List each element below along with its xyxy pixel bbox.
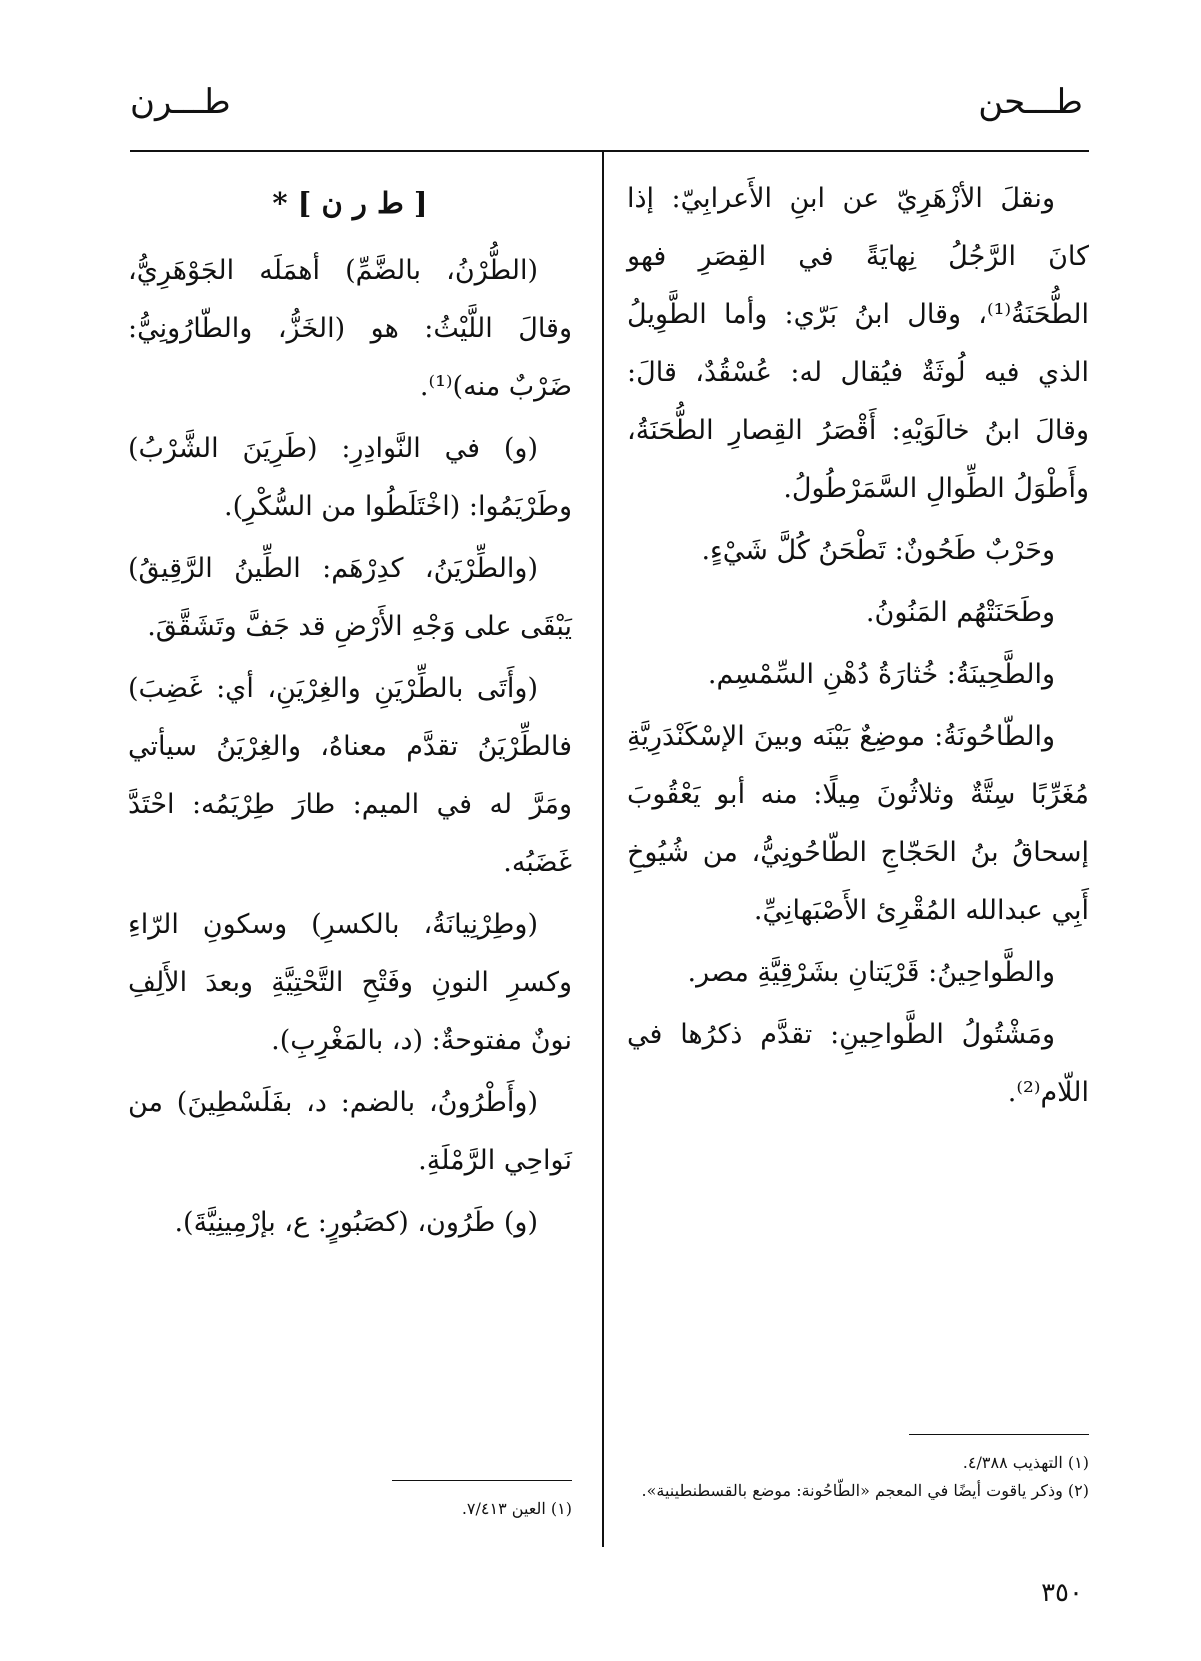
left-footnotes [128,1452,572,1523]
right-paragraph: والطَّواحِينُ: قَرْيَتانِ بشَرْقِيَّةِ مصر. [687,957,1055,988]
right-paragraph: ومَشْتُولُ الطَّواحِينِ: تقدَّم ذكرُها في اللّام⁽²⁾. [627,1019,1089,1108]
footnote: (١) العين ٧/٤١٣. [461,1499,572,1518]
header-rule [130,150,1089,152]
footnote: (١) التهذيب ٤/٣٨٨. [962,1453,1089,1472]
left-column [128,170,572,1256]
right-footnotes [627,1406,1089,1505]
entry-heading: [ ط ر ن ] * [272,186,428,220]
right-paragraph: وحَرْبٌ طَحُونٌ: تَطْحَنُ كُلَّ شَيْءٍ. [701,535,1055,566]
right-paragraph: وطَحَنَتْهُم المَنُونُ. [865,597,1055,628]
column-divider [602,152,604,1547]
running-header-left: طـــرن [130,82,231,122]
left-paragraph: (وأَطْرُونُ، بالضم: د، بفَلَسْطِينَ) من نَواحِي الرَّمْلَةِ. [128,1087,572,1176]
left-paragraph: (و) طَرُون، (كصَبُورٍ: ع، بإرْمِينِيَّةَ). [174,1207,538,1238]
running-header-right: طـــحن [978,82,1083,122]
footnote-rule [909,1434,1089,1435]
right-paragraph: ونقلَ الأزْهَرِيّ عن ابنِ الأَعرابِيّ: إذا كانَ الرَّجُلُ نِهايَةً في القِصَرِ فهو الطُّحَنَةُ⁽¹⁾، وقال ابنُ بَرّي: وأما الطَّوِيلُ الذي فيه لُوثَةٌ فيُقال له: عُسْقُدٌ، قالَ: وقالَ ابنُ خالَوَيْهِ: أَقْصَرُ القِصارِ الطُّحَنَةُ، وأَطْوَلُ الطِّوالِ السَّمَرْطُولُ. [627,183,1089,504]
footnote: (٢) وذكر ياقوت أيضًا في المعجم «الطّاحُونة: موضع بالقسطنطينية». [641,1481,1089,1500]
left-paragraph: (و) في النَّوادِرِ: (طَرِيَنَ الشَّرْبُ) وطَرْيَمُوا: (اخْتَلَطُوا من السُّكْرِ). [128,433,572,522]
right-paragraph: والطّاحُونَةُ: موضِعٌ بَيْنَه وبينَ الإسْكَنْدَرِيَّةِ مُغَرِّبًا سِتَّةٌ وثلاثُونَ مِيلًا: منه أبو يَعْقُوبَ إسحاقُ بنُ الحَجّاجِ الطّاحُونِيُّ، من شُيُوخِ أَبِي عبدالله المُقْرِئ الأَصْبَهانِيِّ. [627,721,1089,926]
footnote-rule [392,1480,572,1481]
left-paragraph: (وطِرْنِيانَةُ، بالكسرِ) وسكونِ الرّاءِ وكسرِ النونِ وفَتْحِ التَّحْتِيَّةِ وبعدَ الأَلِفِ نونٌ مفتوحةٌ: (د، بالمَغْرِبِ). [128,909,572,1056]
right-paragraph: والطَّحِينَةُ: خُثارَةُ دُهْنِ السِّمْسِم. [707,659,1055,690]
right-column [627,170,1089,1126]
left-paragraph: (وأَتَى بالطِّرْيَنِ والغِرْيَنِ، أي: غَضِبَ) فالطِّرْيَنُ تقدَّم معناهُ، والغِرْيَنُ سيأتي ومَرَّ له في الميم: طارَ طِرْيَمُه: احْتَدَّ غَضَبُه. [128,673,572,878]
left-paragraph: (والطِّرْيَنُ، كدِرْهَم: الطِّينُ الرَّقِيقُ) يَبْقَى على وَجْهِ الأَرْضِ قد جَفَّ وتَشَقَّقَ. [128,553,572,642]
left-paragraph: (الطُّرْنُ، بالضَّمِّ) أهمَلَه الجَوْهَرِيُّ، وقالَ اللَّيْثُ: هو (الخَزُّ، والطّارُونِيُّ: ضَرْبٌ منه)⁽¹⁾. [128,255,572,402]
page-number: ٣٥٠ [1041,1578,1083,1608]
